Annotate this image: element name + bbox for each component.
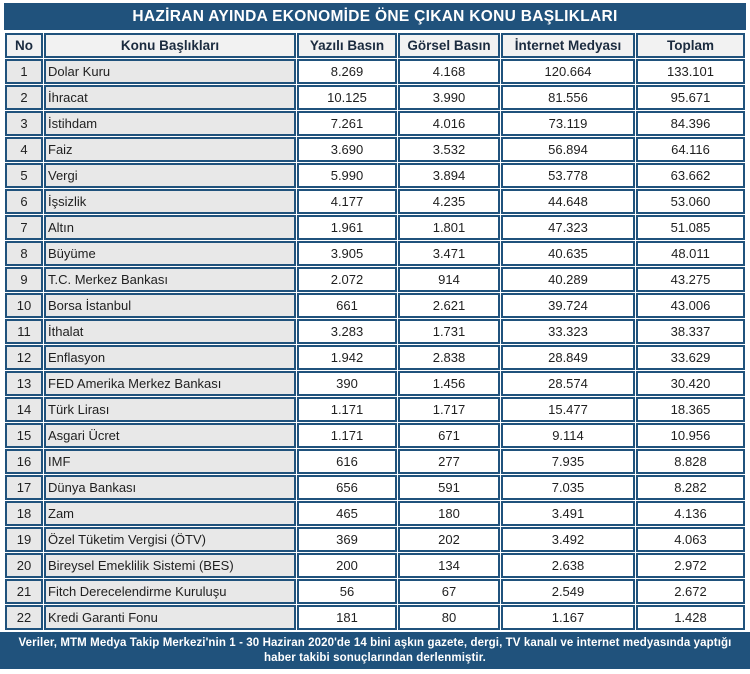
cell-gorsel-basin: 277 [398,449,500,474]
cell-internet-medyasi: 73.119 [501,111,635,136]
cell-gorsel-basin: 202 [398,527,500,552]
cell-gorsel-basin: 1.717 [398,397,500,422]
cell-no: 21 [5,579,43,604]
cell-internet-medyasi: 28.574 [501,371,635,396]
cell-yazili-basin: 1.171 [297,397,397,422]
cell-no: 11 [5,319,43,344]
cell-internet-medyasi: 28.849 [501,345,635,370]
cell-toplam: 8.282 [636,475,745,500]
cell-toplam: 64.116 [636,137,745,162]
cell-toplam: 51.085 [636,215,745,240]
cell-topic: FED Amerika Merkez Bankası [44,371,296,396]
table-row [5,397,745,422]
cell-no: 6 [5,189,43,214]
cell-toplam: 33.629 [636,345,745,370]
table-title-bar [4,3,746,30]
cell-yazili-basin: 1.942 [297,345,397,370]
table-row [5,501,745,526]
cell-no: 9 [5,267,43,292]
cell-internet-medyasi: 9.114 [501,423,635,448]
topics-table [4,32,746,631]
cell-gorsel-basin: 914 [398,267,500,292]
cell-gorsel-basin: 3.990 [398,85,500,110]
cell-toplam: 8.828 [636,449,745,474]
cell-toplam: 10.956 [636,423,745,448]
table-row [5,267,745,292]
cell-internet-medyasi: 3.491 [501,501,635,526]
cell-toplam: 43.006 [636,293,745,318]
cell-toplam: 4.136 [636,501,745,526]
cell-no: 15 [5,423,43,448]
cell-gorsel-basin: 67 [398,579,500,604]
table-header-row [5,33,745,58]
table-row [5,527,745,552]
cell-no: 1 [5,59,43,84]
cell-no: 3 [5,111,43,136]
cell-internet-medyasi: 40.635 [501,241,635,266]
cell-internet-medyasi: 47.323 [501,215,635,240]
cell-yazili-basin: 56 [297,579,397,604]
cell-gorsel-basin: 591 [398,475,500,500]
cell-toplam: 1.428 [636,605,745,630]
cell-toplam: 53.060 [636,189,745,214]
cell-internet-medyasi: 33.323 [501,319,635,344]
table-body [5,59,745,630]
cell-gorsel-basin: 1.456 [398,371,500,396]
cell-internet-medyasi: 40.289 [501,267,635,292]
cell-yazili-basin: 661 [297,293,397,318]
cell-topic: İhracat [44,85,296,110]
column-header-toplam: Toplam [636,33,745,58]
cell-yazili-basin: 465 [297,501,397,526]
cell-yazili-basin: 1.961 [297,215,397,240]
cell-gorsel-basin: 3.471 [398,241,500,266]
cell-topic: İthalat [44,319,296,344]
table-row [5,293,745,318]
footnote-line-1: Veriler, MTM Medya Takip Merkezi'nin 1 - 30 Haziran 2020'de 14 bini aşkın gazete, dergi, TV kanalı ve internet medyasında yaptığı [18,636,732,649]
column-header-internet-medyasi: İnternet Medyası [501,33,635,58]
cell-toplam: 38.337 [636,319,745,344]
cell-yazili-basin: 3.283 [297,319,397,344]
cell-internet-medyasi: 56.894 [501,137,635,162]
cell-no: 10 [5,293,43,318]
cell-internet-medyasi: 44.648 [501,189,635,214]
cell-gorsel-basin: 1.801 [398,215,500,240]
table-row [5,553,745,578]
cell-gorsel-basin: 3.894 [398,163,500,188]
cell-internet-medyasi: 15.477 [501,397,635,422]
table-row [5,241,745,266]
cell-topic: Borsa İstanbul [44,293,296,318]
cell-yazili-basin: 656 [297,475,397,500]
table-row [5,111,745,136]
cell-yazili-basin: 3.905 [297,241,397,266]
cell-internet-medyasi: 120.664 [501,59,635,84]
cell-toplam: 48.011 [636,241,745,266]
cell-no: 17 [5,475,43,500]
cell-topic: Asgari Ücret [44,423,296,448]
cell-topic: Dolar Kuru [44,59,296,84]
cell-no: 8 [5,241,43,266]
cell-no: 2 [5,85,43,110]
table-row [5,423,745,448]
cell-toplam: 133.101 [636,59,745,84]
cell-yazili-basin: 8.269 [297,59,397,84]
cell-toplam: 30.420 [636,371,745,396]
cell-yazili-basin: 3.690 [297,137,397,162]
cell-topic: İstihdam [44,111,296,136]
cell-internet-medyasi: 53.778 [501,163,635,188]
cell-yazili-basin: 1.171 [297,423,397,448]
column-header-yazili-basin: Yazılı Basın [297,33,397,58]
cell-gorsel-basin: 4.016 [398,111,500,136]
page-title: HAZİRAN AYINDA EKONOMİDE ÖNE ÇIKAN KONU BAŞLIKLARI [132,7,618,25]
cell-gorsel-basin: 3.532 [398,137,500,162]
table-row [5,579,745,604]
cell-no: 13 [5,371,43,396]
cell-internet-medyasi: 7.935 [501,449,635,474]
cell-yazili-basin: 7.261 [297,111,397,136]
cell-internet-medyasi: 1.167 [501,605,635,630]
table-row [5,85,745,110]
cell-yazili-basin: 616 [297,449,397,474]
cell-topic: Enflasyon [44,345,296,370]
cell-topic: Büyüme [44,241,296,266]
cell-toplam: 43.275 [636,267,745,292]
cell-topic: Altın [44,215,296,240]
cell-topic: Bireysel Emeklilik Sistemi (BES) [44,553,296,578]
column-header-topic: Konu Başlıkları [44,33,296,58]
cell-no: 20 [5,553,43,578]
cell-gorsel-basin: 2.838 [398,345,500,370]
cell-yazili-basin: 2.072 [297,267,397,292]
column-header-no: No [5,33,43,58]
table-row [5,605,745,630]
table-row [5,449,745,474]
cell-topic: Özel Tüketim Vergisi (ÖTV) [44,527,296,552]
cell-toplam: 18.365 [636,397,745,422]
cell-internet-medyasi: 2.549 [501,579,635,604]
cell-no: 14 [5,397,43,422]
cell-no: 7 [5,215,43,240]
cell-yazili-basin: 10.125 [297,85,397,110]
cell-yazili-basin: 390 [297,371,397,396]
column-header-gorsel-basin: Görsel Basın [398,33,500,58]
cell-gorsel-basin: 4.235 [398,189,500,214]
table-row [5,345,745,370]
cell-toplam: 84.396 [636,111,745,136]
cell-internet-medyasi: 7.035 [501,475,635,500]
table-row [5,475,745,500]
cell-toplam: 63.662 [636,163,745,188]
cell-internet-medyasi: 81.556 [501,85,635,110]
table-row [5,137,745,162]
cell-no: 4 [5,137,43,162]
cell-gorsel-basin: 180 [398,501,500,526]
cell-gorsel-basin: 2.621 [398,293,500,318]
cell-gorsel-basin: 80 [398,605,500,630]
cell-internet-medyasi: 3.492 [501,527,635,552]
cell-topic: Fitch Derecelendirme Kuruluşu [44,579,296,604]
cell-gorsel-basin: 134 [398,553,500,578]
cell-topic: Faiz [44,137,296,162]
cell-topic: İşsizlik [44,189,296,214]
cell-toplam: 2.672 [636,579,745,604]
cell-no: 18 [5,501,43,526]
cell-yazili-basin: 200 [297,553,397,578]
cell-toplam: 2.972 [636,553,745,578]
cell-topic: Türk Lirası [44,397,296,422]
table-header [5,33,745,58]
cell-yazili-basin: 369 [297,527,397,552]
table-row [5,189,745,214]
cell-gorsel-basin: 671 [398,423,500,448]
cell-toplam: 95.671 [636,85,745,110]
cell-no: 12 [5,345,43,370]
cell-no: 22 [5,605,43,630]
table-row [5,163,745,188]
cell-no: 19 [5,527,43,552]
cell-topic: Dünya Bankası [44,475,296,500]
cell-gorsel-basin: 1.731 [398,319,500,344]
cell-toplam: 4.063 [636,527,745,552]
cell-no: 5 [5,163,43,188]
cell-topic: Kredi Garanti Fonu [44,605,296,630]
cell-no: 16 [5,449,43,474]
cell-gorsel-basin: 4.168 [398,59,500,84]
cell-topic: T.C. Merkez Bankası [44,267,296,292]
table-row [5,215,745,240]
table-row [5,319,745,344]
table-row [5,59,745,84]
footnote-line-2: haber takibi sonuçlarından derlenmiştir. [264,651,486,664]
table-row [5,371,745,396]
cell-internet-medyasi: 39.724 [501,293,635,318]
cell-topic: IMF [44,449,296,474]
cell-yazili-basin: 4.177 [297,189,397,214]
cell-yazili-basin: 181 [297,605,397,630]
cell-topic: Vergi [44,163,296,188]
cell-topic: Zam [44,501,296,526]
cell-yazili-basin: 5.990 [297,163,397,188]
source-footnote [0,632,750,669]
cell-internet-medyasi: 2.638 [501,553,635,578]
